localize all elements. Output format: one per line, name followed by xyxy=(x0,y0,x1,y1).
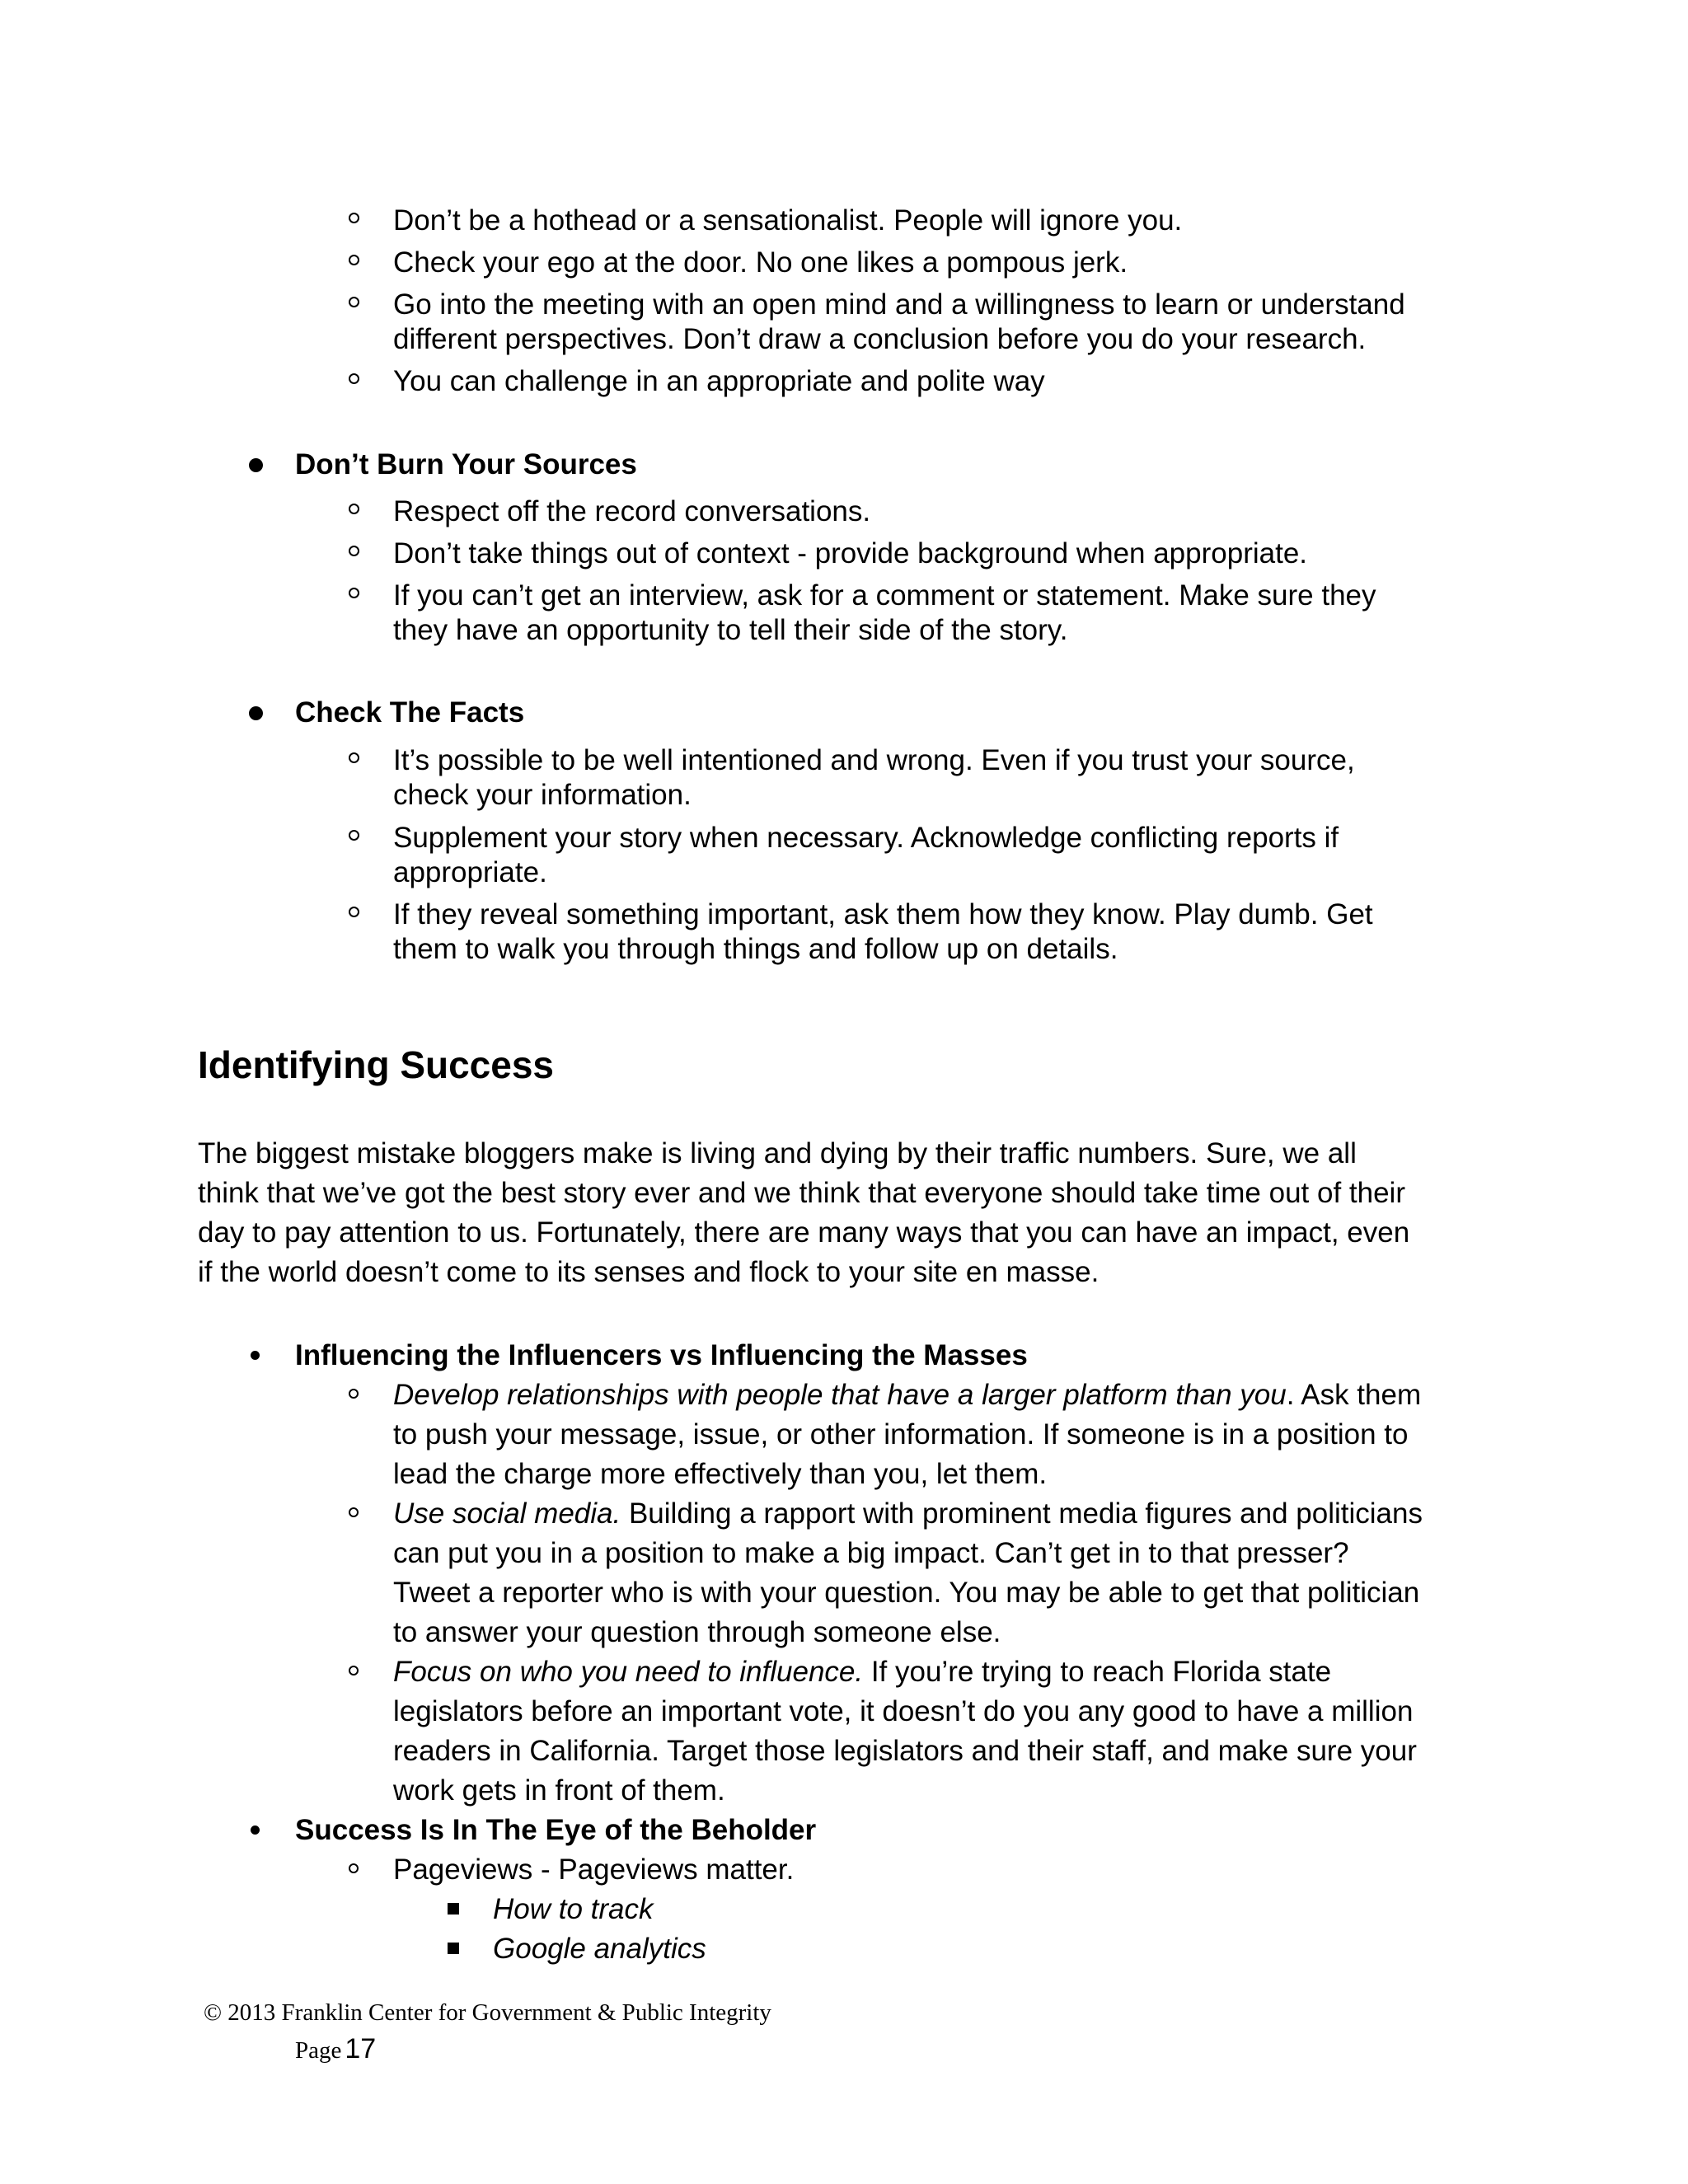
influencers-item-1-text: . Ask them xyxy=(1286,1379,1422,1411)
influencers-item-3-line-1 xyxy=(393,1654,1331,1690)
burn-heading: Don’t Burn Your Sources xyxy=(295,448,637,480)
influencers-item-2-line-1 xyxy=(393,1496,1423,1532)
influencers-item-2-text: Building a rapport with prominent media figures and politicians xyxy=(621,1497,1423,1530)
bullet-icon xyxy=(251,1351,260,1360)
hollow-bullet-icon xyxy=(349,504,359,514)
list1-item-3-line-2: different perspectives. Don’t draw a conclusion before you do your research. xyxy=(393,323,1367,355)
facts-item-1-line-2: check your information. xyxy=(393,779,692,811)
list1-item-1-line-1: Don’t be a hothead or a sensationalist. People will ignore you. xyxy=(393,204,1183,237)
intro-line-2: think that we’ve got the best story ever and we think that everyone should take time out of their xyxy=(198,1177,1405,1209)
hollow-bullet-icon xyxy=(349,907,359,917)
intro-line-1: The biggest mistake bloggers make is living and dying by their traffic numbers. Sure, we all xyxy=(198,1137,1357,1169)
page-number xyxy=(295,2034,376,2069)
influencers-item-1-lead: Develop relationships with people that have a larger platform than you xyxy=(393,1379,1287,1411)
facts-item-1-line-1: It’s possible to be well intentioned and wrong. Even if you trust your source, xyxy=(393,744,1355,776)
success-subitem-1: How to track xyxy=(493,1893,654,1925)
hollow-bullet-icon xyxy=(349,546,359,556)
influencers-item-3-line-4: work gets in front of them. xyxy=(393,1774,725,1807)
hollow-bullet-icon xyxy=(349,752,359,763)
facts-item-2-line-1: Supplement your story when necessary. Acknowledge conflicting reports if xyxy=(393,822,1339,854)
hollow-bullet-icon xyxy=(349,1863,359,1873)
burn-item-2-line-1: Don’t take things out of context - provide background when appropriate. xyxy=(393,537,1308,569)
hollow-bullet-icon xyxy=(349,213,359,223)
hollow-bullet-icon xyxy=(349,1666,359,1675)
list1-item-2-line-1: Check your ego at the door. No one likes a pompous jerk. xyxy=(393,246,1128,279)
facts-heading: Check The Facts xyxy=(295,696,525,729)
influencers-item-2-lead: Use social media. xyxy=(393,1497,621,1530)
hollow-bullet-icon xyxy=(349,830,359,841)
hollow-bullet-icon xyxy=(349,373,359,384)
influencers-item-2-line-3: Tweet a reporter who is with your question. You may be able to get that politician xyxy=(393,1577,1420,1609)
facts-item-3-line-2: them to walk you through things and follow up on details. xyxy=(393,933,1118,965)
bullet-icon xyxy=(251,1825,260,1835)
intro-line-4: if the world doesn’t come to its senses and flock to your site en masse. xyxy=(198,1256,1100,1288)
influencers-item-1-line-3: lead the charge more effectively than you, let them. xyxy=(393,1458,1048,1490)
influencers-item-1-line-1 xyxy=(393,1377,1421,1413)
page-number-value: 17 xyxy=(345,2033,377,2064)
influencers-item-1-line-2: to push your message, issue, or other information. If someone is in a position to xyxy=(393,1418,1409,1451)
section-title: Identifying Success xyxy=(198,1043,555,1086)
hollow-bullet-icon xyxy=(349,1507,359,1517)
square-bullet-icon xyxy=(448,1943,459,1954)
success-item: Pageviews - Pageviews matter. xyxy=(393,1854,795,1886)
page-label: Page xyxy=(295,2037,342,2064)
burn-item-3-line-2: they have an opportunity to tell their side of the story. xyxy=(393,614,1068,646)
hollow-bullet-icon xyxy=(349,255,359,265)
influencers-item-2-line-2: can put you in a position to make a big impact. Can’t get in to that presser? xyxy=(393,1537,1349,1569)
influencers-heading: Influencing the Influencers vs Influencing the Masses xyxy=(295,1339,1028,1371)
hollow-bullet-icon xyxy=(349,1389,359,1399)
hollow-bullet-icon xyxy=(349,297,359,307)
success-subitem-2: Google analytics xyxy=(493,1933,706,1965)
square-bullet-icon xyxy=(448,1903,459,1915)
facts-item-2-line-2: appropriate. xyxy=(393,856,547,888)
burn-item-3-line-1: If you can’t get an interview, ask for a comment or statement. Make sure they xyxy=(393,579,1376,612)
bullet-icon xyxy=(249,706,263,720)
success-heading: Success Is In The Eye of the Beholder xyxy=(295,1814,817,1846)
influencers-item-3-text: If you’re trying to reach Florida state xyxy=(863,1656,1332,1688)
influencers-item-3-line-2: legislators before an important vote, it doesn’t do you any good to have a million xyxy=(393,1695,1414,1727)
footer-copyright: © 2013 Franklin Center for Government & Public Integrity xyxy=(204,1999,771,2026)
influencers-item-2-line-4: to answer your question through someone else. xyxy=(393,1616,1001,1648)
list1-item-4-line-1: You can challenge in an appropriate and polite way xyxy=(393,365,1045,397)
intro-line-3: day to pay attention to us. Fortunately, there are many ways that you can have an impact, even xyxy=(198,1216,1410,1249)
facts-item-3-line-1: If they reveal something important, ask them how they know. Play dumb. Get xyxy=(393,898,1373,930)
list1-item-3-line-1: Go into the meeting with an open mind and a willingness to learn or understand xyxy=(393,288,1405,321)
influencers-item-3-line-3: readers in California. Target those legislators and their staff, and make sure your xyxy=(393,1735,1417,1767)
hollow-bullet-icon xyxy=(349,588,359,598)
influencers-item-3-lead: Focus on who you need to influence. xyxy=(393,1656,864,1688)
burn-item-1-line-1: Respect off the record conversations. xyxy=(393,495,871,527)
bullet-icon xyxy=(249,458,263,472)
